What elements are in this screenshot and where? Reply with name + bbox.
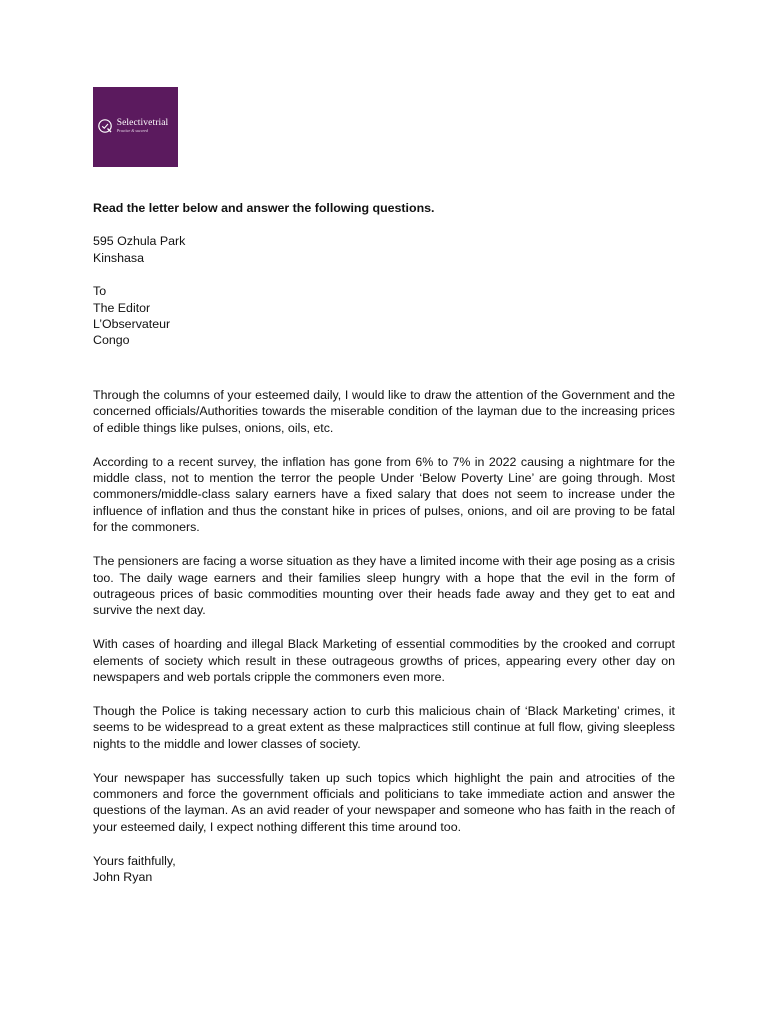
recipient-line: Congo: [93, 333, 130, 348]
letter-paragraph: Your newspaper has successfully taken up such topics which highlight the pain and atrocities of the commoners and force the government officials and politicians to take immediate action and answer the questions of the layman. As an avid reader of your newspaper and someone who has faith in the reach of your esteemed daily, I expect nothing different this time around too.: [93, 770, 675, 834]
letter-paragraph: Though the Police is taking necessary action to curb this malicious chain of ‘Black Marketing’ crimes, it seems to be widespread to a great extent as these malpractices still continue at full flow, giving sleepless nights to the middle and lower classes of society.: [93, 703, 675, 751]
logo-text: [117, 119, 169, 134]
recipient-line: To: [93, 284, 107, 299]
instruction-heading: Read the letter below and answer the following questions.: [93, 201, 435, 215]
letter-paragraph: The pensioners are facing a worse situation as they have a limited income with their age posing as a crisis too. The daily wage earners and their families sleep hungry with a hope that the evil in the form of outrageous prices of basic commodities mounting over their heads fade away and they get to eat and survive the next day.: [93, 554, 675, 618]
recipient-address: [93, 283, 675, 349]
recipient-line: The Editor: [93, 300, 151, 315]
brand-logo: [93, 87, 178, 167]
sender-address-line: Kinshasa: [93, 250, 144, 265]
logo-name: Selectivetrial: [116, 117, 169, 128]
sender-address: [93, 233, 675, 266]
signature-name: John Ryan: [93, 870, 153, 885]
sender-address-line: 595 Ozhula Park: [93, 234, 186, 249]
logo-mark-icon: [97, 118, 113, 134]
closing-salutation: Yours faithfully,: [93, 853, 176, 868]
recipient-line: L’Observateur: [93, 317, 171, 332]
letter-content: [93, 200, 675, 886]
letter-closing: [93, 853, 675, 886]
letter-paragraph: According to a recent survey, the inflation has gone from 6% to 7% in 2022 causing a nightmare for the middle class, not to mention the terror the people Under ‘Below Poverty Line’ are going through. Most commoners/middle-class salary earners have a fixed salary that does not seem to increase under the influence of inflation and thus the constant hike in prices of pulses, onions, and oil are proving to be fatal for the commoners.: [93, 454, 675, 535]
letter-paragraph: Through the columns of your esteemed daily, I would like to draw the attention of the Government and the concerned officials/Authorities towards the miserable condition of the layman due to the increasing prices of edible things like pulses, onions, oils, etc.: [93, 387, 675, 435]
logo-tagline: Practice & succeed: [116, 128, 149, 134]
logo-inner: [97, 118, 169, 134]
letter-paragraph: With cases of hoarding and illegal Black Marketing of essential commodities by the crooked and corrupt elements of society which result in these outrageous growths of prices, appearing every other day on newspapers and web portals cripple the commoners even more.: [93, 637, 675, 685]
